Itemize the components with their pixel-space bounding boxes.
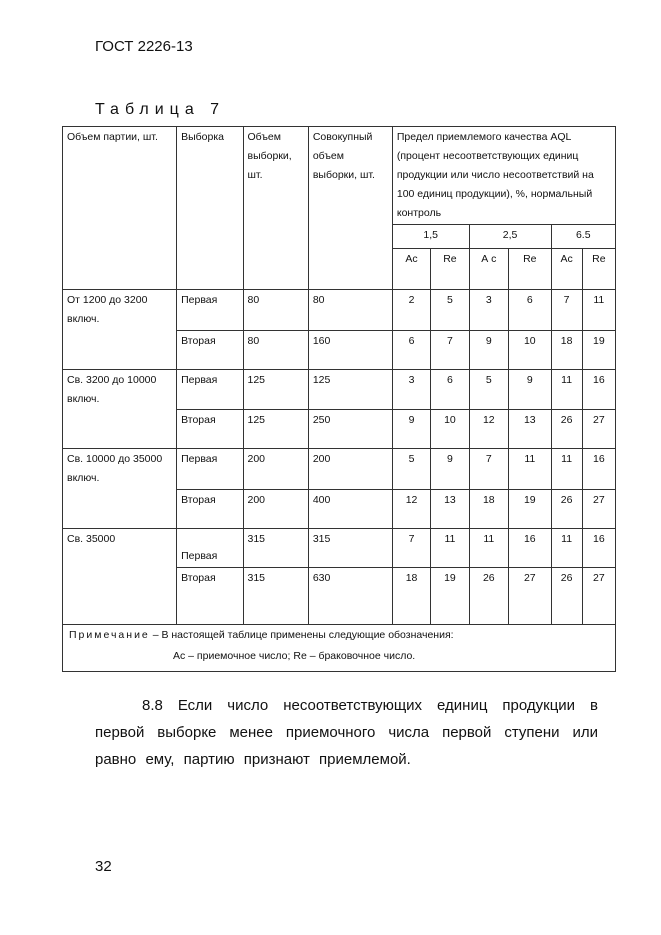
ac-cell: 7 xyxy=(551,290,582,331)
ac-cell: 11 xyxy=(551,528,582,567)
ac-cell: 12 xyxy=(469,410,508,449)
lot-size-cell xyxy=(63,330,177,369)
re-cell: 7 xyxy=(431,330,469,369)
header-row xyxy=(63,127,616,225)
re-cell: 13 xyxy=(431,489,469,528)
header-re: Re xyxy=(582,249,615,290)
header-ac: Ac xyxy=(392,249,430,290)
cumulative-cell: 160 xyxy=(308,330,392,369)
ac-cell: 11 xyxy=(469,528,508,567)
sample-cell: Первая xyxy=(177,290,243,331)
re-cell: 10 xyxy=(431,410,469,449)
table-caption: Таблица 7 xyxy=(95,101,226,118)
ac-cell: 6 xyxy=(392,330,430,369)
sample-cell: Вторая xyxy=(177,567,243,624)
paragraph-8-8: 8.8 Если число несоответствующих единиц продукции в первой выборке менее приемочного числа первой ступени или равно ему, партию признают приемлемой. xyxy=(95,697,598,768)
ac-cell: 3 xyxy=(469,290,508,331)
sample-cell: Первая xyxy=(177,369,243,410)
ac-cell: 18 xyxy=(469,489,508,528)
re-cell: 16 xyxy=(582,449,615,490)
re-cell: 19 xyxy=(582,330,615,369)
lot-size-cell: Св. 10000 до 35000 включ. xyxy=(63,449,177,490)
ac-cell: 18 xyxy=(551,330,582,369)
re-cell: 13 xyxy=(509,410,552,449)
header-lot-size: Объем партии, шт. xyxy=(63,127,177,290)
lot-size-cell: Св. 35000 xyxy=(63,528,177,567)
lot-size-cell xyxy=(63,567,177,624)
sample-cell: Вторая xyxy=(177,489,243,528)
ac-cell: 11 xyxy=(551,369,582,410)
re-cell: 16 xyxy=(582,528,615,567)
sample-cell: Первая xyxy=(177,528,243,567)
table-row xyxy=(63,489,616,528)
table-row xyxy=(63,410,616,449)
sample-size-cell: 80 xyxy=(243,290,308,331)
cumulative-cell: 200 xyxy=(308,449,392,490)
sample-size-cell: 315 xyxy=(243,528,308,567)
lot-size-cell: Св. 3200 до 10000 включ. xyxy=(63,369,177,410)
re-cell: 27 xyxy=(582,567,615,624)
ac-cell: 26 xyxy=(551,489,582,528)
header-re: Re xyxy=(431,249,469,290)
re-cell: 27 xyxy=(582,410,615,449)
table-row xyxy=(63,290,616,331)
header-ac: А с xyxy=(469,249,508,290)
data-rows xyxy=(63,290,616,625)
aql-level-1-5: 1,5 xyxy=(392,225,469,249)
lot-size-cell: От 1200 до 3200 включ. xyxy=(63,290,177,331)
ac-cell: 7 xyxy=(392,528,430,567)
cumulative-cell: 125 xyxy=(308,369,392,410)
cumulative-cell: 80 xyxy=(308,290,392,331)
ac-cell: 5 xyxy=(469,369,508,410)
lot-size-cell xyxy=(63,489,177,528)
cumulative-cell: 250 xyxy=(308,410,392,449)
aql-level-6-5: 6.5 xyxy=(551,225,615,249)
sample-size-cell: 200 xyxy=(243,489,308,528)
re-cell: 9 xyxy=(431,449,469,490)
note-line xyxy=(67,626,611,645)
ac-cell: 2 xyxy=(392,290,430,331)
sample-cell: Вторая xyxy=(177,410,243,449)
sample-size-cell: 80 xyxy=(243,330,308,369)
ac-cell: 9 xyxy=(469,330,508,369)
table-row xyxy=(63,567,616,624)
ac-cell: 12 xyxy=(392,489,430,528)
sample-size-cell: 315 xyxy=(243,567,308,624)
acceptance-table xyxy=(62,126,616,672)
re-cell: 16 xyxy=(582,369,615,410)
cumulative-cell: 630 xyxy=(308,567,392,624)
header-cumulative: Совокупный объем выборки, шт. xyxy=(308,127,392,290)
ac-cell: 7 xyxy=(469,449,508,490)
note-text: – В настоящей таблице применены следующие обозначения: xyxy=(149,628,454,641)
note-row xyxy=(63,624,616,671)
re-cell: 27 xyxy=(509,567,552,624)
ac-cell: 3 xyxy=(392,369,430,410)
document-code: ГОСТ 2226-13 xyxy=(95,38,193,55)
sample-size-cell: 200 xyxy=(243,449,308,490)
lot-size-cell xyxy=(63,410,177,449)
sample-size-cell: 125 xyxy=(243,369,308,410)
re-cell: 11 xyxy=(431,528,469,567)
header-sample-size: Объем выборки, шт. xyxy=(243,127,308,290)
table-row xyxy=(63,330,616,369)
note-cell xyxy=(63,624,616,671)
sample-size-cell: 125 xyxy=(243,410,308,449)
table-row xyxy=(63,528,616,567)
sample-cell: Вторая xyxy=(177,330,243,369)
header-ac: Ac xyxy=(551,249,582,290)
header-sample: Выборка xyxy=(177,127,243,290)
re-cell: 19 xyxy=(431,567,469,624)
re-cell: 5 xyxy=(431,290,469,331)
ac-cell: 18 xyxy=(392,567,430,624)
note-legend: Ac – приемочное число; Re – браковочное число. xyxy=(173,649,416,662)
ac-cell: 11 xyxy=(551,449,582,490)
cumulative-cell: 315 xyxy=(308,528,392,567)
sample-cell: Первая xyxy=(177,449,243,490)
re-cell: 6 xyxy=(509,290,552,331)
re-cell: 19 xyxy=(509,489,552,528)
ac-cell: 26 xyxy=(551,567,582,624)
ac-cell: 26 xyxy=(469,567,508,624)
table-row xyxy=(63,369,616,410)
note-label: Примечание xyxy=(69,628,150,641)
re-cell: 27 xyxy=(582,489,615,528)
ac-cell: 5 xyxy=(392,449,430,490)
table-note xyxy=(63,624,616,671)
cumulative-cell: 400 xyxy=(308,489,392,528)
ac-cell: 9 xyxy=(392,410,430,449)
re-cell: 10 xyxy=(509,330,552,369)
header-re: Re xyxy=(509,249,552,290)
re-cell: 9 xyxy=(509,369,552,410)
table-row xyxy=(63,449,616,490)
re-cell: 6 xyxy=(431,369,469,410)
ac-cell: 26 xyxy=(551,410,582,449)
aql-level-2-5: 2,5 xyxy=(469,225,551,249)
page-number: 32 xyxy=(95,858,112,875)
re-cell: 16 xyxy=(509,528,552,567)
re-cell: 11 xyxy=(582,290,615,331)
header-aql: Предел приемлемого качества AQL (процент несоответствующих единиц продукции или число несоответствий на 100 единиц продукции), %, нормальный контроль xyxy=(392,127,615,225)
re-cell: 11 xyxy=(509,449,552,490)
table-body xyxy=(63,127,616,290)
